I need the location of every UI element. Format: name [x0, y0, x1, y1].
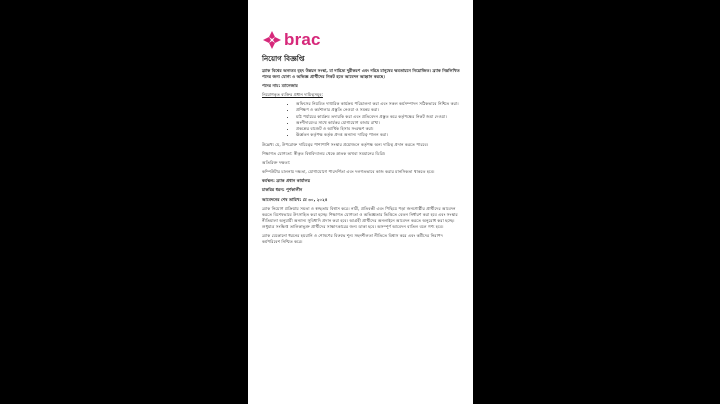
- extra-text: কম্পিউটার চালনায় দক্ষতা, যোগাযোগে পারদর্শিতা এবং দলগতভাবে কাজ করার মানসিকতা থাকতে হবে।: [262, 169, 435, 175]
- list-item: • প্রকল্পের বাজেট ও আর্থিক হিসাব সংরক্ষণ করা।: [296, 126, 462, 132]
- notice-title: নিয়োগ বিজ্ঞপ্তি: [262, 55, 305, 63]
- closing-paragraph: ব্র্যাক যেকোনো ধরনের হয়রানি ও শোষণের বিরুদ্ধে শূন্য সহনশীলতা নীতিতে বিশ্বাস করে এবং কর্মীদের নিরাপদ কর্মপরিবেশ নিশ্চিত করে।: [262, 232, 443, 245]
- qualification-text: শিক্ষাগত যোগ্যতা: স্বীকৃত বিশ্ববিদ্যালয় থেকে স্নাতক অথবা সমমানের ডিগ্রি।: [262, 151, 386, 157]
- list-item: • অংশীদারদের সাথে কার্যকর যোগাযোগ বজায় রাখা।: [296, 120, 462, 126]
- duties-note: উল্লেখ্য যে, উপরোক্ত দায়িত্বের পাশাপাশি সংস্থার প্রয়োজনে কর্তৃপক্ষ অন্য দায়িত্ব প্রদান করতে পারবে।: [262, 141, 429, 147]
- brac-logo: [262, 30, 321, 50]
- location-line: কর্মস্থল: ব্র্যাক প্রধান কার্যালয়: [262, 178, 311, 184]
- brac-wordmark: brac: [284, 30, 321, 49]
- duties-list: [262, 101, 462, 138]
- brac-logo-icon: [262, 30, 282, 50]
- intro-text: ব্র্যাক বিশ্বের অন্যতম বৃহৎ উন্নয়ন সংস্থা, যা দারিদ্র্য দূরীকরণ এবং দরিদ্র মানুষের ক্ষমতায়নে নিয়োজিত। ব্র্যাক নিম্নলিখিত পদের জন্য যোগ্য ও অভিজ্ঞ প্রার্থীদের নিকট হতে আবেদন আহ্বান করছে।: [262, 68, 460, 80]
- list-item: • মাঠ পর্যায়ের কার্যক্রম তদারকি করা এবং প্রতিবেদন প্রস্তুত করে কর্তৃপক্ষের নিকট জমা দেওয়া।: [296, 114, 462, 120]
- notice-content: [262, 55, 462, 248]
- notice-page: [248, 0, 473, 404]
- extra-heading: অতিরিক্ত দক্ষতা:: [262, 160, 291, 166]
- list-item: • ঊর্ধ্বতন কর্তৃপক্ষ কর্তৃক প্রদত্ত অন্যান্য দায়িত্ব পালন করা।: [296, 132, 462, 138]
- job-type-line: চাকরির ধরন: পূর্ণকালীন: [262, 187, 303, 193]
- position-line: পদের নাম: ম্যানেজার: [262, 83, 298, 89]
- list-item: • প্রশিক্ষণ ও কর্মশালার প্রস্তুতি নেওয়া ও সমন্বয় করা।: [296, 107, 462, 113]
- deadline-line: আবেদনের শেষ তারিখ: মে ৩০, ২০২৪: [262, 196, 328, 202]
- list-item: • অফিসের নিয়মিত দাপ্তরিক কার্যক্রম পরিচালনা করা এবং সকল কর্মসম্পাদন সঠিকভাবে নিশ্চিত করা।: [296, 101, 462, 107]
- body-paragraph: ব্র্যাক নিয়োগ প্রক্রিয়ায় সমতা ও স্বচ্ছতায় বিশ্বাস করে। নারী, প্রতিবন্ধী এবং পিছিয়ে পড়া জনগোষ্ঠীর প্রার্থীদের আবেদন করতে বিশেষভাবে উৎসাহিত করা হচ্ছে। শিক্ষাগত যোগ্যতা ও অভিজ্ঞতার ভিত্তিতে বেতন নির্ধারণ করা হবে এবং সংস্থার নীতিমালা অনুযায়ী অন্যান্য সুবিধাদি প্রদান করা হবে। আগ্রহী প্রার্থীদের অনলাইনে আবেদন করতে অনুরোধ করা হচ্ছে। শুধুমাত্র সংক্ষিপ্ত তালিকাভুক্ত প্রার্থীদের সাক্ষাৎকারের জন্য ডাকা হবে। অসম্পূর্ণ আবেদন বাতিল বলে গণ্য হবে।: [262, 205, 458, 229]
- duties-heading: নিয়োগকৃত ব্যক্তির প্রধান দায়িত্বসমূহ:: [262, 92, 323, 98]
